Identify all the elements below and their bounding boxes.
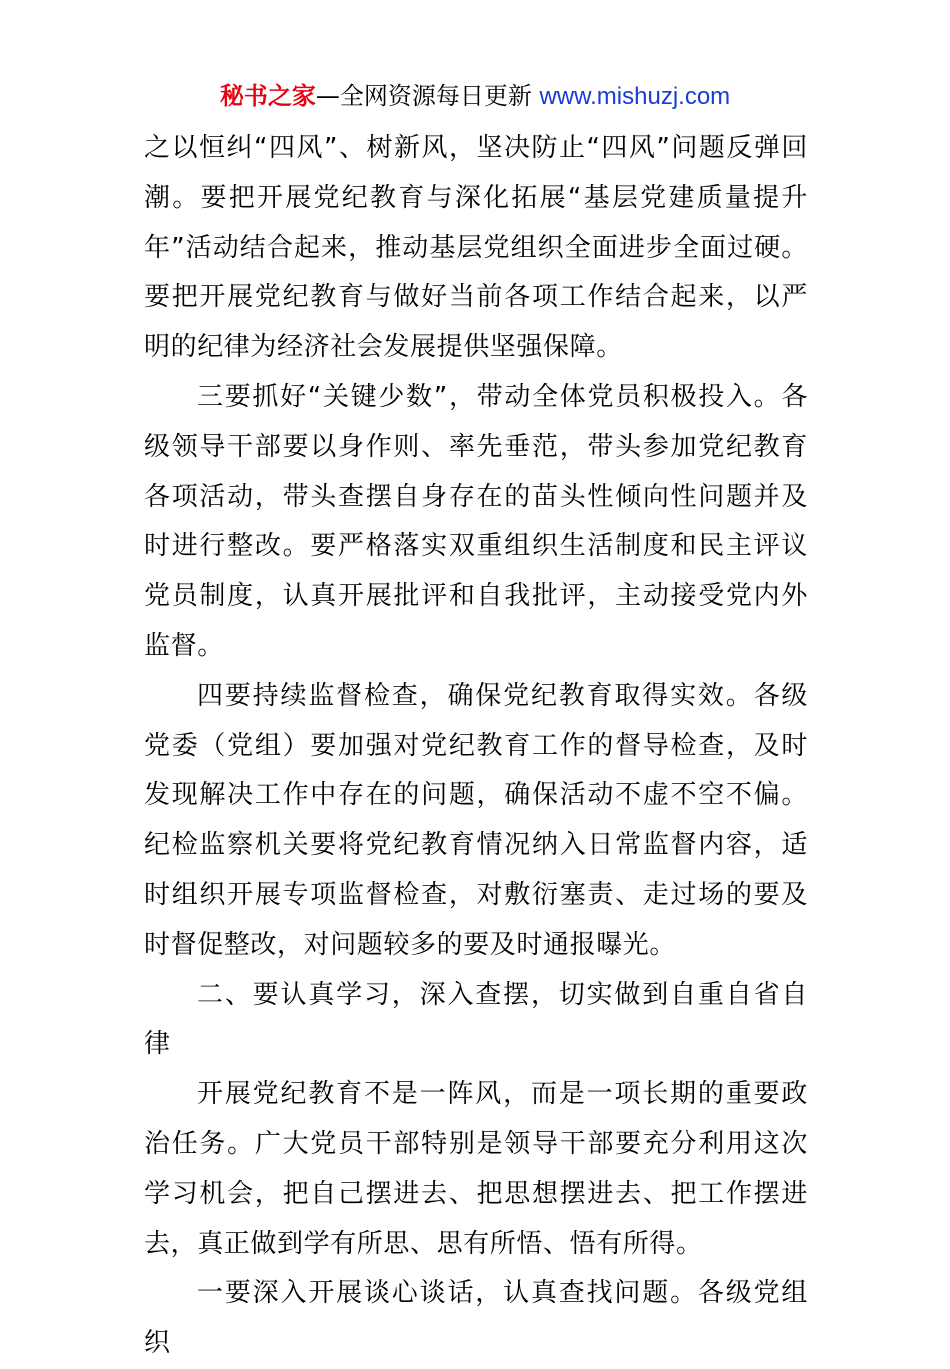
- document-body: [144, 124, 808, 1369]
- paragraph-section-intro: 开展党纪教育不是一阵风，而是一项长期的重要政治任务。广大党员干部特别是领导干部要充分利用这次学习机会，把自己摆进去、把思想摆进去、把工作摆进去，真正做到学有所思、思有所悟、悟有所得。: [144, 1079, 808, 1259]
- site-url-link[interactable]: www.mishuzj.com: [539, 83, 731, 110]
- paragraph-item-three: 三要抓好“关键少数”，带动全体党员积极投入。各级领导干部要以身作则、率先垂范，带头参加党纪教育各项活动，带头查摆自身存在的苗头性倾向性问题并及时进行整改。要严格落实双重组织生活制度和民主评议党员制度，认真开展批评和自我批评，主动接受党内外监督。: [144, 381, 808, 661]
- paragraph-continuation: 之以恒纠“四风”、树新风，坚决防止“四风”问题反弹回潮。要把开展党纪教育与深化拓展“基层党建质量提升年”活动结合起来，推动基层党组织全面进步全面过硬。要把开展党纪教育与做好当前各项工作结合起来，以严明的纪律为经济社会发展提供坚强保障。: [144, 133, 808, 363]
- site-header: [0, 78, 950, 115]
- section-heading: 二、要认真学习，深入查摆，切实做到自重自省自律: [144, 979, 808, 1060]
- site-brand: 秘书之家: [219, 82, 316, 110]
- site-tagline: —全网资源每日更新: [315, 82, 540, 110]
- paragraph-item-four: 四要持续监督检查，确保党纪教育取得实效。各级党委（党组）要加强对党纪教育工作的督导检查，及时发现解决工作中存在的问题，确保活动不虚不空不偏。纪检监察机关要将党纪教育情况纳入日常监督内容，适时组织开展专项监督检查，对敷衍塞责、走过场的要及时督促整改，对问题较多的要及时通报曝光。: [144, 680, 808, 960]
- paragraph-item-one: 一要深入开展谈心谈话，认真查找问题。各级党组织: [144, 1278, 808, 1359]
